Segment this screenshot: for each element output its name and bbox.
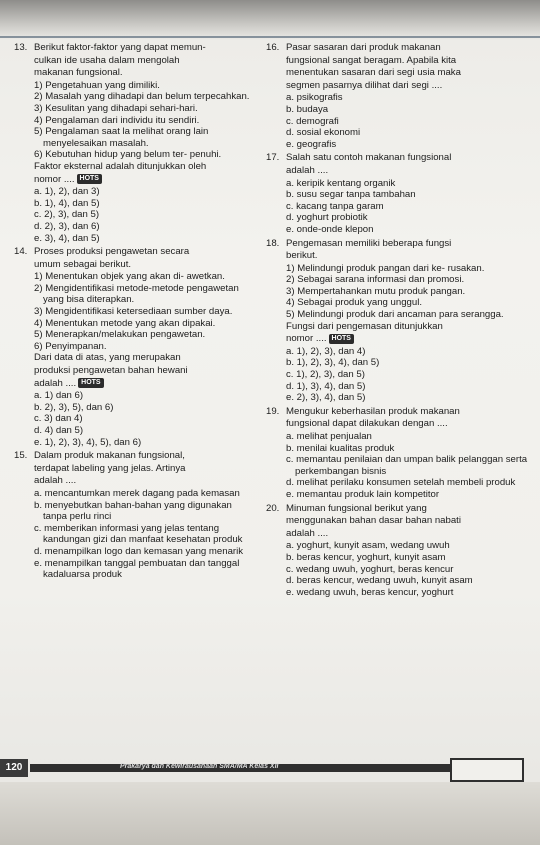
page-bottom-area [0,782,540,845]
answer-option: c. 1), 2), 3), dan 5) [286,369,365,381]
question-text: umum sebagai berikut. [34,258,132,270]
answer-option: a. yoghurt, kunyit asam, wedang uwuh [286,540,450,552]
hots-badge: HOTS [329,334,354,344]
question-number: 13. [14,42,28,53]
question-number: 16. [266,42,280,53]
answer-option: c. 2), 3), dan 5) [34,209,100,221]
answer-option: a. keripik kentang organik [286,177,396,189]
statement-item: 3) Kesulitan yang dihadapi sehari-hari. [34,102,198,114]
answer-option: c. demografi [286,115,339,127]
question-text: adalah .... [286,164,329,176]
answer-option: e. geografis [286,138,337,150]
left-column [6,42,258,583]
answer-option: b. menilai kualitas produk [286,442,395,454]
footer-title: Prakarya dan Kewirausahaan SMA/MA Kelas XII [120,763,279,770]
hots-badge: HOTS [78,378,103,388]
question-14 [6,246,258,448]
answer-option: b. susu segar tanpa tambahan [286,189,416,201]
answer-option: c. 3) dan 4) [34,413,83,425]
statement-item: 5) Menerapkan/melakukan pengawetan. [34,329,206,341]
question-prompt: nomor .... HOTS [34,174,258,186]
statement-item: 2) Sebagai sarana informasi dan promosi. [286,274,465,286]
statement-item: 1) Melindungi produk pangan dari ke- rusakan. [286,262,485,274]
question-text: culkan ide usaha dalam mengolah [34,54,180,66]
page-top-shadow [0,0,540,40]
answer-option: c. wedang uwuh, yoghurt, beras kencur [286,563,454,575]
footer-decoration-box [450,758,524,782]
answer-option: d. melihat perilaku konsumen setelah membeli produk [286,477,516,489]
answer-option: d. sosial ekonomi [286,127,361,139]
right-column [258,42,534,600]
question-number: 19. [266,405,280,417]
statement-item: 6) Kebutuhan hidup yang belum ter- penuhi. [34,149,222,161]
question-text: Minuman fungsional berikut yang [286,502,427,514]
statement-item: 3) Mengidentifikasi ketersediaan sumber daya. [34,306,233,318]
statement-item: 4) Pengalaman dari individu itu sendiri. [34,114,200,126]
answer-option: e. 3), 4), dan 5) [34,232,100,244]
answer-option: a. mencantumkan merek dagang pada kemasan [34,487,240,499]
answer-option: b. 2), 3), 5), dan 6) [34,401,114,413]
question-18 [258,238,534,404]
question-prompt: Dari data di atas, yang merupakan [34,352,181,364]
question-text: Dalam produk makanan fungsional, [34,450,185,462]
question-text: terdapat labeling yang jelas. Artinya [34,462,186,474]
answer-option: c. memberikan informasi yang jelas tentang kandungan gizi dan manfaat kesehatan produk [34,522,243,546]
question-number: 17. [266,152,280,164]
question-text: Salah satu contoh makanan fungsional [286,152,452,164]
answer-option: a. melihat penjualan [286,431,372,442]
answer-option: a. 1), 2), 3), dan 4) [286,345,366,357]
answer-option: d. beras kencur, wedang uwuh, kunyit asam [286,575,473,587]
statement-item: 5) Pengalaman saat la melihat orang lain menyelesaikan masalah. [34,126,209,149]
answer-option: e. wedang uwuh, beras kencur, yoghurt [286,586,454,598]
answer-option: a. 1) dan 6) [34,390,84,402]
statement-item: 4) Sebagai produk yang unggul. [286,297,423,309]
question-number: 18. [266,237,280,249]
question-text: menentukan sasaran dari segi usia maka [286,67,461,79]
answer-option: e. 1), 2), 3), 4), 5), dan 6) [34,436,142,448]
statement-item: 2) Masalah yang dihadapi dan belum terpecahkan. [34,91,250,103]
answer-option: b. beras kencur, yoghurt, kunyit asam [286,551,446,563]
answer-option: b. 1), 2), 3), 4), dan 5) [286,357,380,369]
question-text: Berikut faktor-faktor yang dapat memun- [34,42,206,53]
answer-option: b. budaya [286,103,329,115]
statement-list [286,263,534,321]
question-15 [6,450,258,581]
question-number: 14. [14,246,28,258]
question-prompt: produksi pengawetan bahan hewani [34,365,188,377]
question-text: adalah .... [34,475,77,487]
question-text: makanan fungsional. [34,67,123,79]
answer-option: e. menampilkan tanggal pembuatan dan tanggal kadaluarsa produk [34,557,240,581]
question-number: 20. [266,502,280,514]
answer-option: d. 2), 3), dan 6) [34,220,100,232]
answer-option: b. menyebutkan bahan-bahan yang digunakan tanpa perlu rinci [34,499,232,523]
statement-item: 6) Penyimpanan. [34,340,107,352]
header-rule [0,36,540,38]
question-text: adalah .... [286,527,329,539]
question-prompt: nomor .... HOTS [286,333,534,345]
question-text: fungsional dapat dilakukan dengan .... [286,418,448,430]
statement-item: 4) Menentukan metode yang akan dipakai. [34,317,216,329]
question-19 [258,406,534,501]
question-prompt: Faktor eksternal adalah ditunjukkan oleh [34,160,207,172]
hots-badge: HOTS [77,174,102,184]
statement-item: 1) Pengetahuan yang dimiliki. [34,79,160,91]
answer-option: e. 2), 3), 4), dan 5) [286,392,366,404]
question-text: Mengukur keberhasilan produk makanan [286,405,460,417]
answer-option: c. kacang tanpa garam [286,200,384,212]
question-text: menggunakan bahan dasar bahan nabati [286,515,461,527]
question-number: 15. [14,450,28,462]
statement-item: 3) Mempertahankan mutu produk pangan. [286,285,466,297]
statement-item: 5) Melindungi produk dari ancaman para serangga. [286,309,504,321]
question-17 [258,152,534,235]
page-number: 120 [0,759,28,777]
question-text: berikut. [286,250,318,262]
answer-option: e. memantau produk lain kompetitor [286,488,440,500]
answer-option: a. psikografis [286,92,343,104]
answer-option: d. menampilkan logo dan kemasan yang menarik [34,545,244,557]
question-13 [6,42,258,244]
question-text: segmen pasarnya dilihat dari segi .... [286,79,443,91]
statement-item: 1) Menentukan objek yang akan di- awetkan. [34,271,225,283]
answer-option: d. yoghurt probiotik [286,212,368,224]
statement-item: 2) Mengidentifikasi metode-metode pengawetan yang bisa diterapkan. [34,282,239,306]
answer-option: d. 4) dan 5) [34,425,84,436]
question-text: Proses produksi pengawetan secara [34,246,190,258]
question-text: Pengemasan memiliki beberapa fungsi [286,237,452,249]
question-text: Pasar sasaran dari produk makanan [286,42,441,53]
question-prompt: adalah .... HOTS [34,378,258,390]
question-text: fungsional sangat beragam. Apabila kita [286,54,457,66]
answer-option: c. memantau penilaian dan umpan balik pelanggan serta perkembangan bisnis [286,454,528,477]
statement-list [34,271,258,352]
answer-option: e. onde-onde klepon [286,223,374,235]
answer-option: a. 1), 2), dan 3) [34,186,100,198]
answer-option: b. 1), 4), dan 5) [34,197,100,209]
question-20 [258,503,534,599]
statement-list [34,80,258,161]
question-16 [258,42,534,150]
answer-option: d. 1), 3), 4), dan 5) [286,380,366,392]
question-prompt: Fungsi dari pengemasan ditunjukkan [286,320,443,332]
